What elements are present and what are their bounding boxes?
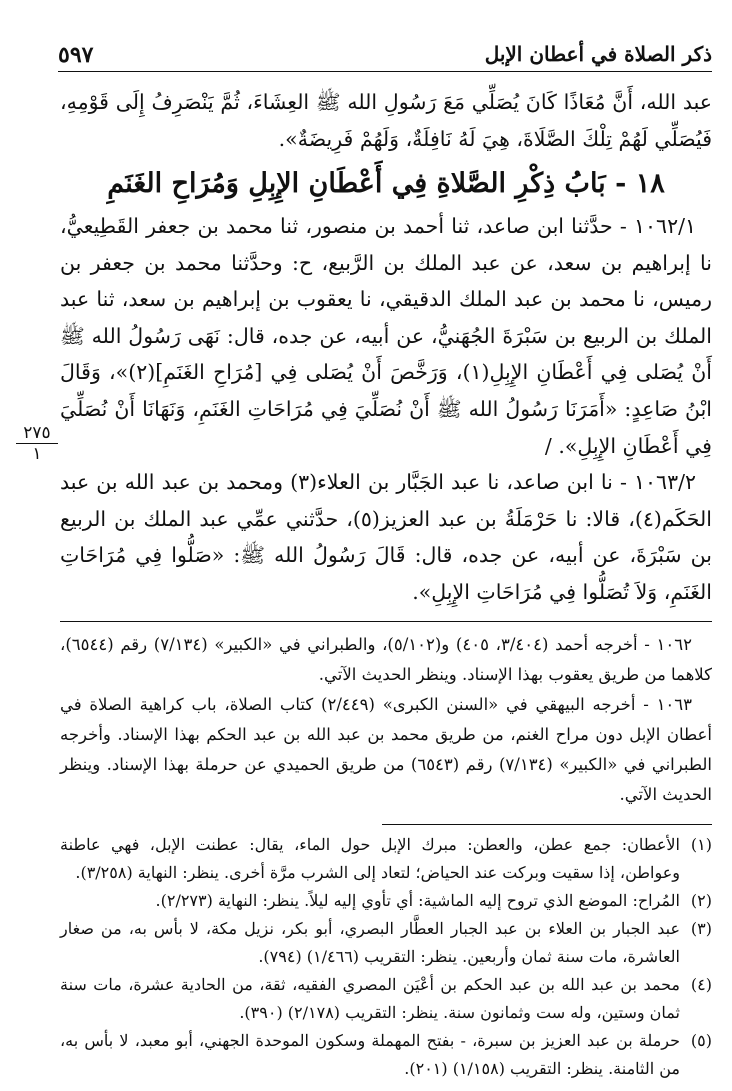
- footnote-number: (٢): [690, 890, 712, 910]
- footnote-number: (٥): [690, 1030, 712, 1050]
- page-number: ٥٩٧: [58, 42, 94, 68]
- hadith-1063: ١٠٦٣/٢ - نا ابن صاعد، نا عبد الجَبَّار بن العلاء(٣) ومحمد بن عبد الله بن عبد الحَكَم(٤)، قالا: نا حَرْمَلَةُ بن عبد العزيز(٥)، حدَّثني عمِّي عبد الملك بن الربيع بن سَبْرَةَ، عن أبيه، عن جده، قال: قَالَ رَسُولُ الله ﷺ: «صَلُّوا فِي مُرَاحَاتِ الغَنَمِ، وَلاَ تُصَلُّوا فِي مُرَاحَاتِ الإِبِلِ».: [60, 470, 712, 604]
- hadith-1062: ١٠٦٢/١ - حدَّثنا ابن صاعد، ثنا أحمد بن منصور، ثنا محمد بن جعفر القَطِيعيُّ، نا إبراهيم بن سعد، عن عبد الملك بن الرَّبيع، ح: وحدَّثنا محمد بن جعفر بن رميس، نا محمد بن عبد الملك الدقيقي، نا يعقوب بن إبراهيم بن سعد، ثنا عبد الملك بن الربيع بن سَبْرَةَ الجُهَنيُّ، عن أبيه، عن جده، قال: نَهَى رَسُولُ الله ﷺ أَنْ يُصَلى فِي أَعْطَانِ الإِبِلِ(١)، وَرَخَّصَ أَنْ يُصَلى فِي [مُرَاحِ الغَنَمِ](٢)»، وَقَالَ ابْنُ صَاعِدٍ: «أَمَرَنَا رَسُولُ الله ﷺ أَنْ نُصَلِّيَ فِي مُرَاحَاتِ الغَنَمِ، وَنَهَانَا أَنْ نُصَلِّيَ فِي أَعْطَانِ الإِبِلِ». /: [60, 214, 712, 458]
- footnote-rule: [382, 824, 712, 825]
- footnote-number: (٤): [690, 974, 712, 994]
- footnote-item: [60, 887, 712, 915]
- takhrij-1063: ١٠٦٣ - أخرجه البيهقي في «السنن الكبرى» (٢/٤٤٩) كتاب الصلاة، باب كراهية الصلاة في أعطان الإبل دون مراح الغنم، من طريق محمد بن عبد الله بن عبد الحكم بهذا الإسناد. وأخرجه الطبراني في «الكبير» (٧/١٣٤) رقم (٦٥٤٣) من طريق الحميدي عن حرملة بهذا الإسناد. وينظر الحديث الآتي.: [60, 694, 712, 804]
- main-content: [60, 84, 712, 1083]
- footnote-text: محمد بن عبد الله بن عبد الحكم بن أعْيَن المصري الفقيه، ثقة، من الحادية عشرة، مات سنة ثمان وستين، وله ست وثمانون سنة. ينظر: التقريب (٢/١٧٨) (٣٩٠).: [60, 974, 680, 1022]
- header-rule: [58, 71, 712, 72]
- running-title: ذكر الصلاة في أعطان الإبل: [484, 42, 712, 66]
- margin-ref-top: ٢٧٥: [16, 424, 58, 444]
- page-header: [58, 38, 712, 72]
- footnote-text: حرملة بن عبد العزيز بن سبرة، - بفتح المهملة وسكون الموحدة الجهني، أبو معبد، لا بأس به، من الثامنة. ينظر: التقريب (١/١٥٨) (٢٠١).: [60, 1030, 680, 1078]
- footnote-text: الأعطان: جمع عطن، والعطن: مبرك الإبل حول الماء، يقال: عطنت الإبل، فهي عاطنة وعواطن، إذا سقيت وبركت عند الحياض؛ لتعاد إلى الشرب مرَّة أخرى. ينظر: النهاية (٣/٢٥٨).: [60, 834, 680, 882]
- chapter-heading: ١٨ - بَابُ ذِكْرِ الصَّلاةِ فِي أَعْطَانِ الإِبِلِ وَمُرَاحِ الغَنَمِ: [107, 168, 665, 199]
- footnote-number: (٣): [690, 918, 712, 938]
- footnote-item: [60, 1027, 712, 1083]
- takhrij-1062: ١٠٦٢ - أخرجه أحمد (٣/٤٠٤، ٤٠٥) و(٥/١٠٢)، والطبراني في «الكبير» (٧/١٣٤) رقم (٦٥٤٤)، كلاهما من طريق يعقوب بهذا الإسناد. وينظر الحديث الآتي.: [60, 634, 712, 684]
- footnote-item: [60, 915, 712, 971]
- takhrij-section: [60, 630, 712, 810]
- footnote-item: [60, 971, 712, 1027]
- intro-paragraph: عبد الله، أَنَّ مُعَاذًا كَانَ يُصَلِّي مَعَ رَسُولِ الله ﷺ العِشَاءَ، ثُمَّ يَنْصَرِفُ إِلَى قَوْمِهِ، فَيُصَلِّي لَهُمْ تِلْكَ الصَّلَاةَ، هِيَ لَهُ نَافِلَةٌ، وَلَهُمْ فَرِيضَةٌ».: [60, 90, 712, 151]
- margin-ref-bottom: ١: [32, 444, 42, 464]
- footnote-item: [60, 831, 712, 887]
- footnote-number: (١): [690, 834, 712, 854]
- footnote-text: المُراح: الموضع الذي تروح إليه الماشية: أي تأوي إليه ليلاً. ينظر: النهاية (٢/٢٧٣).: [155, 890, 680, 910]
- footnotes: [60, 831, 712, 1083]
- margin-manuscript-ref: [16, 424, 58, 463]
- takhrij-separator: [60, 621, 712, 622]
- footnote-text: عبد الجبار بن العلاء بن عبد الجبار العطَّار البصري، أبو بكر، نزيل مكة، لا بأس به، من صغار العاشرة، مات سنة ثمان وأربعين. ينظر: التقريب (١/٤٦٦) (٧٩٤).: [60, 918, 681, 966]
